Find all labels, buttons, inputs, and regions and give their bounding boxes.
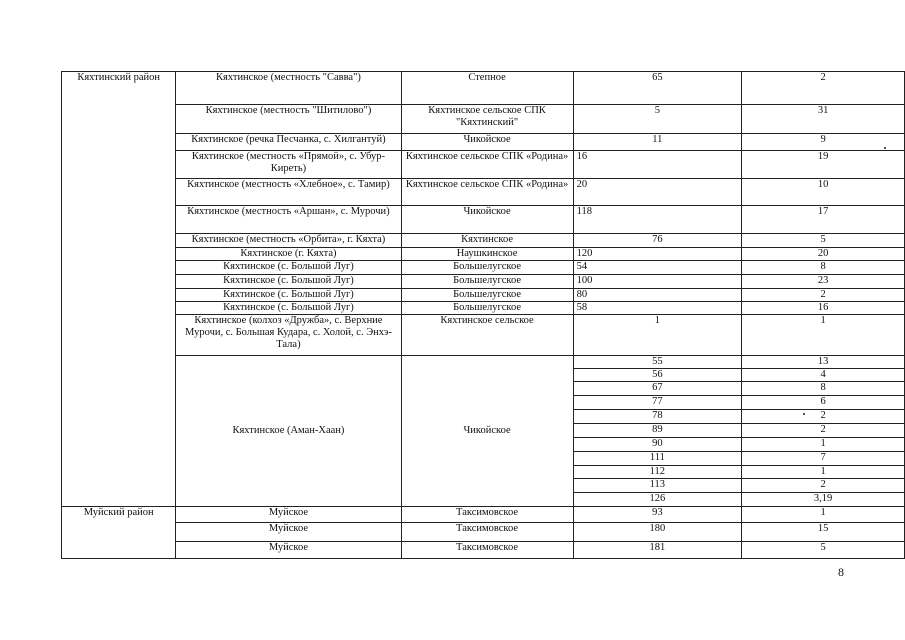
table-row <box>62 234 905 248</box>
value-cell: 3,19 <box>742 493 905 507</box>
user-cell: Таксимовское <box>401 523 573 542</box>
number-cell: 89 <box>573 424 742 438</box>
number-cell: 54 <box>573 261 742 275</box>
table-row <box>62 151 905 179</box>
user-cell: Таксимовское <box>401 542 573 559</box>
value-cell: 17 <box>742 206 905 234</box>
deposit-cell: Кяхтинское (с. Большой Луг) <box>176 289 401 302</box>
user-cell: Большелугское <box>401 289 573 302</box>
number-cell: 80 <box>573 289 742 302</box>
value-cell: 1 <box>742 438 905 452</box>
value-cell: 16 <box>742 302 905 315</box>
user-cell: Кяхтинское сельское СПК «Родина» <box>401 151 573 179</box>
value-cell: 2 <box>742 424 905 438</box>
value-cell: 2 <box>742 410 905 424</box>
number-cell: 56 <box>573 369 742 382</box>
table-row <box>62 275 905 289</box>
user-cell: Кяхтинское сельское <box>401 315 573 356</box>
deposits-table <box>61 71 905 559</box>
user-cell: Чикойское <box>401 134 573 151</box>
number-cell: 77 <box>573 396 742 410</box>
value-cell: 8 <box>742 261 905 275</box>
deposit-cell: Кяхтинское (местность "Шитилово") <box>176 105 401 134</box>
value-cell: 6 <box>742 396 905 410</box>
deposit-cell: Кяхтинское (местность «Прямой», с. Убур-Киреть) <box>176 151 401 179</box>
scan-speck <box>884 147 886 149</box>
user-cell: Большелугское <box>401 261 573 275</box>
table-row <box>62 105 905 134</box>
value-cell: 7 <box>742 452 905 466</box>
number-cell: 55 <box>573 356 742 369</box>
value-cell: 5 <box>742 234 905 248</box>
user-cell: Чикойское <box>401 206 573 234</box>
value-cell: 10 <box>742 179 905 206</box>
value-cell: 2 <box>742 289 905 302</box>
table-row <box>62 206 905 234</box>
value-cell: 1 <box>742 315 905 356</box>
value-cell: 8 <box>742 382 905 396</box>
user-cell: Кяхтинское сельское СПК «Родина» <box>401 179 573 206</box>
table-row <box>62 289 905 302</box>
number-cell: 20 <box>573 179 742 206</box>
deposit-cell: Кяхтинское (Аман-Хаан) <box>176 356 401 507</box>
user-cell: Большелугское <box>401 302 573 315</box>
number-cell: 65 <box>573 72 742 105</box>
number-cell: 126 <box>573 493 742 507</box>
number-cell: 11 <box>573 134 742 151</box>
number-cell: 100 <box>573 275 742 289</box>
number-cell: 118 <box>573 206 742 234</box>
district-cell: Кяхтинский район <box>62 72 176 507</box>
value-cell: 13 <box>742 356 905 369</box>
value-cell: 9 <box>742 134 905 151</box>
deposit-cell: Кяхтинское (с. Большой Луг) <box>176 275 401 289</box>
page-number: 8 <box>838 565 844 579</box>
number-cell: 120 <box>573 248 742 261</box>
value-cell: 23 <box>742 275 905 289</box>
value-cell: 15 <box>742 523 905 542</box>
user-cell: Чикойское <box>401 356 573 507</box>
table-row <box>62 523 905 542</box>
value-cell: 4 <box>742 369 905 382</box>
value-cell: 1 <box>742 507 905 523</box>
number-cell: 5 <box>573 105 742 134</box>
number-cell: 111 <box>573 452 742 466</box>
deposit-cell: Муйское <box>176 507 401 523</box>
user-cell: Кяхтинское сельское СПК "Кяхтинский" <box>401 105 573 134</box>
table-row <box>62 315 905 356</box>
value-cell: 20 <box>742 248 905 261</box>
table-row <box>62 356 905 369</box>
number-cell: 78 <box>573 410 742 424</box>
deposit-cell: Муйское <box>176 523 401 542</box>
table-row <box>62 261 905 275</box>
number-cell: 16 <box>573 151 742 179</box>
deposit-cell: Кяхтинское (г. Кяхта) <box>176 248 401 261</box>
user-cell: Большелугское <box>401 275 573 289</box>
user-cell: Таксимовское <box>401 507 573 523</box>
value-cell: 31 <box>742 105 905 134</box>
deposit-cell: Кяхтинское (речка Песчанка, с. Хилгантуй) <box>176 134 401 151</box>
value-cell: 1 <box>742 466 905 479</box>
value-cell: 19 <box>742 151 905 179</box>
number-cell: 67 <box>573 382 742 396</box>
table-row <box>62 248 905 261</box>
deposit-cell: Кяхтинское (колхоз «Дружба», с. Верхние Мурочи, с. Большая Кудара, с. Холой, с. Энхэ-Тала) <box>176 315 401 356</box>
table-row <box>62 179 905 206</box>
deposit-cell: Муйское <box>176 542 401 559</box>
user-cell: Кяхтинское <box>401 234 573 248</box>
number-cell: 112 <box>573 466 742 479</box>
table-row <box>62 134 905 151</box>
deposit-cell: Кяхтинское (с. Большой Луг) <box>176 302 401 315</box>
user-cell: Степное <box>401 72 573 105</box>
table-row <box>62 302 905 315</box>
value-cell: 5 <box>742 542 905 559</box>
value-cell: 2 <box>742 479 905 493</box>
number-cell: 1 <box>573 315 742 356</box>
number-cell: 113 <box>573 479 742 493</box>
deposit-cell: Кяхтинское (местность «Аршан», с. Мурочи) <box>176 206 401 234</box>
number-cell: 58 <box>573 302 742 315</box>
table-row <box>62 507 905 523</box>
deposit-cell: Кяхтинское (местность "Савва") <box>176 72 401 105</box>
number-cell: 76 <box>573 234 742 248</box>
deposit-cell: Кяхтинское (с. Большой Луг) <box>176 261 401 275</box>
number-cell: 93 <box>573 507 742 523</box>
user-cell: Наушкинское <box>401 248 573 261</box>
district-cell: Муйский район <box>62 507 176 559</box>
table-row <box>62 72 905 105</box>
value-cell: 2 <box>742 72 905 105</box>
number-cell: 181 <box>573 542 742 559</box>
deposit-cell: Кяхтинское (местность «Орбита», г. Кяхта) <box>176 234 401 248</box>
deposit-cell: Кяхтинское (местность «Хлебное», с. Тамир) <box>176 179 401 206</box>
scan-speck <box>803 413 805 415</box>
number-cell: 90 <box>573 438 742 452</box>
number-cell: 180 <box>573 523 742 542</box>
table-row <box>62 542 905 559</box>
